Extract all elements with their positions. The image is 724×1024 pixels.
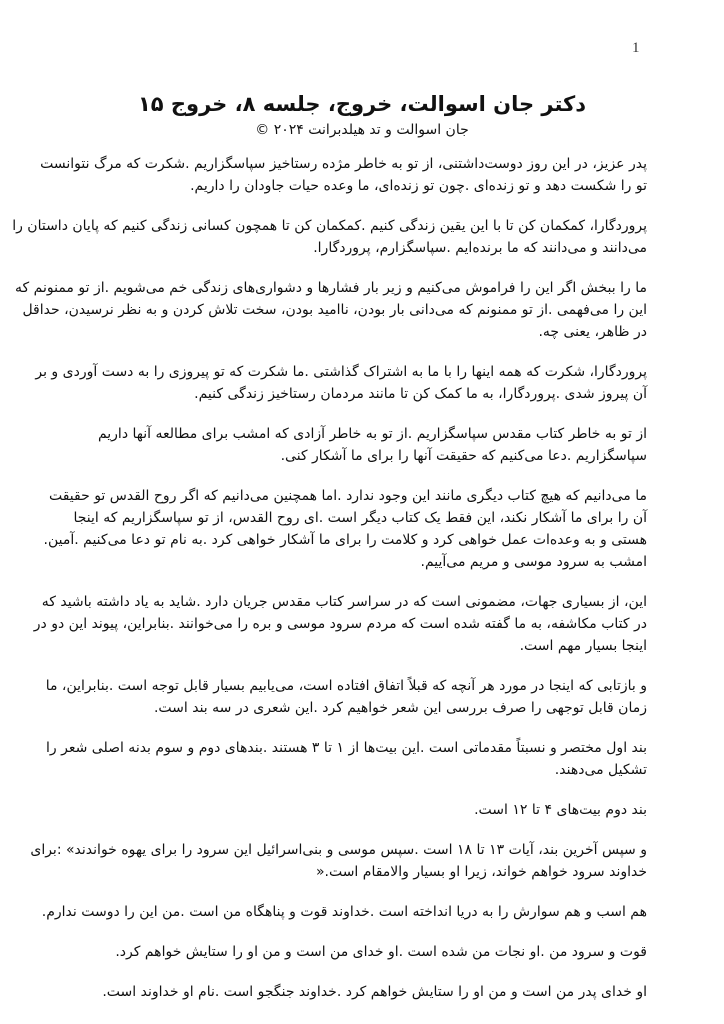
- text-line: ما را ببخش اگر این را فراموش می‌کنیم و زیر بار فشارها و دشواری‌های زندگی خم می‌شویم .از تو ممنونم که: [15, 280, 647, 296]
- text-line: این را می‌فهمی .از تو ممنونم که می‌دانی بار بودن، ناامید بودن، سخت تلاش کردن و به نظر نرسیدن، حداقل: [22, 302, 647, 318]
- text-line: تو را شکست دهد و تو زنده‌ای .چون تو زنده‌ای، ما وعده حیات جاودان را داریم.: [190, 178, 647, 194]
- text-line: و بازتابی که اینجا در مورد هر آنچه که قبلاً اتفاق افتاده است، می‌یابیم بسیار قابل توجه است .بنابراین، ما: [45, 678, 647, 694]
- text-line: امشب به سرود موسی و مریم می‌آییم.: [420, 554, 647, 570]
- text-line: از تو به خاطر کتاب مقدس سپاسگزاریم .از تو به خاطر آزادی که امشب برای مطالعه آنها داریم: [97, 426, 647, 442]
- text-line: در کتاب مکاشفه، به ما گفته شده است که مردم سرود موسی و بره را می‌خوانند .بنابراین، پیوند این دو در: [33, 616, 647, 632]
- text-line: می‌دانند و می‌دانند که ما برنده‌ایم .سپاسگزارم، پروردگارا.: [313, 240, 647, 256]
- paragraph: [92, 941, 647, 963]
- paragraph: [92, 423, 647, 467]
- paragraph: [92, 981, 647, 1003]
- text-line: هستی و به وعده‌ات عمل خواهی کرد و کلامت را برای ما آشکار خواهی کرد .به نام تو دعا می‌کنیم .آمین.: [43, 532, 647, 548]
- author-copyright-line: جان اسوالت و تد هیلدبرانت ۲۰۲۴ ©: [255, 122, 469, 138]
- text-line: پدر عزیز، در این روز دوست‌داشتنی، از تو به خاطر مژده رستاخیز سپاسگزاریم .شکرت که مرگ نتوانست: [40, 156, 647, 172]
- text-line: پروردگارا، کمکمان کن تا با این یقین زندگی کنیم .کمکمان کن تا همچون کسانی زندگی کنیم که پایان داستان را: [12, 218, 647, 234]
- text-line: قوت و سرود من .او نجات من شده است .او خدای من است و من او را ستایش خواهم کرد.: [115, 944, 647, 960]
- paragraph: [15, 277, 647, 343]
- paragraph: [43, 485, 647, 573]
- text-line: ما می‌دانیم که هیچ کتاب دیگری مانند این وجود ندارد .اما همچنین می‌دانیم که اگر روح القدس تو حقیقت: [48, 488, 647, 504]
- text-line: بند دوم بیت‌های ۴ تا ۱۲ است.: [474, 802, 647, 818]
- paragraph: [40, 153, 647, 197]
- text-line: و سپس آخرین بند، آیات ۱۳ تا ۱۸ است .سپس موسی و بنی‌اسرائیل این سرود را برای یهوه خواندند» :برای: [30, 842, 647, 858]
- text-line: هم اسب و هم سوارش را به دریا انداخته است .خداوند قوت و پناهگاه من است .من این را دوست ندارم.: [41, 904, 647, 920]
- paragraph: [35, 361, 647, 405]
- page-title: دکتر جان اسوالت، خروج، جلسه ۸، خروج ۱۵: [137, 92, 587, 116]
- text-line: او خدای پدر من است و من او را ستایش خواهم کرد .خداوند جنگجو است .نام او خداوند است.: [102, 984, 647, 1000]
- text-line: آن را برای ما آشکار نکند، این فقط یک کتاب دیگر است .ای روح القدس، از تو سپاسگزاریم که اینجا: [73, 510, 647, 526]
- text-line: سپاسگزاریم .دعا می‌کنیم که حقیقت آنها را برای ما آشکار کنی.: [280, 448, 647, 464]
- paragraph: [46, 737, 647, 781]
- paragraph: [30, 839, 647, 883]
- paragraph: [33, 591, 647, 657]
- transcript-body: [12, 153, 647, 1021]
- text-line: در ظاهر، یعنی چه.: [538, 324, 647, 340]
- text-line: بند اول مختصر و نسبتاً مقدماتی است .این بیت‌ها از ۱ تا ۳ هستند .بندهای دوم و سوم بدنه اصلی شعر را: [46, 740, 647, 756]
- paragraph: [41, 901, 647, 923]
- text-line: زمان قابل توجهی را صرف بررسی این شعر خواهیم کرد .این شعری در سه بند است.: [153, 700, 647, 716]
- paragraph: [45, 675, 647, 719]
- paragraph: [12, 215, 647, 259]
- text-line: پروردگارا، شکرت که همه اینها را با ما به اشتراک گذاشتی .ما شکرت که تو پیروزی را به دست آوردی و بر: [35, 364, 647, 380]
- text-line: خداوند سرود خواهم خواند، زیرا او بسیار والامقام است.«: [315, 864, 647, 880]
- text-line: تشکیل می‌دهند.: [554, 762, 647, 778]
- paragraph: [92, 799, 647, 821]
- text-line: آن پیروز شدی .پروردگارا، به ما کمک کن تا مانند مردمان رستاخیز زندگی کنیم.: [194, 386, 647, 402]
- page-number: 1: [632, 40, 640, 56]
- text-line: این، از بسیاری جهات، مضمونی است که در سراسر کتاب مقدس جریان دارد .شاید به یاد داشته باشید که: [41, 594, 647, 610]
- text-line: اینجا بسیار مهم است.: [519, 638, 647, 654]
